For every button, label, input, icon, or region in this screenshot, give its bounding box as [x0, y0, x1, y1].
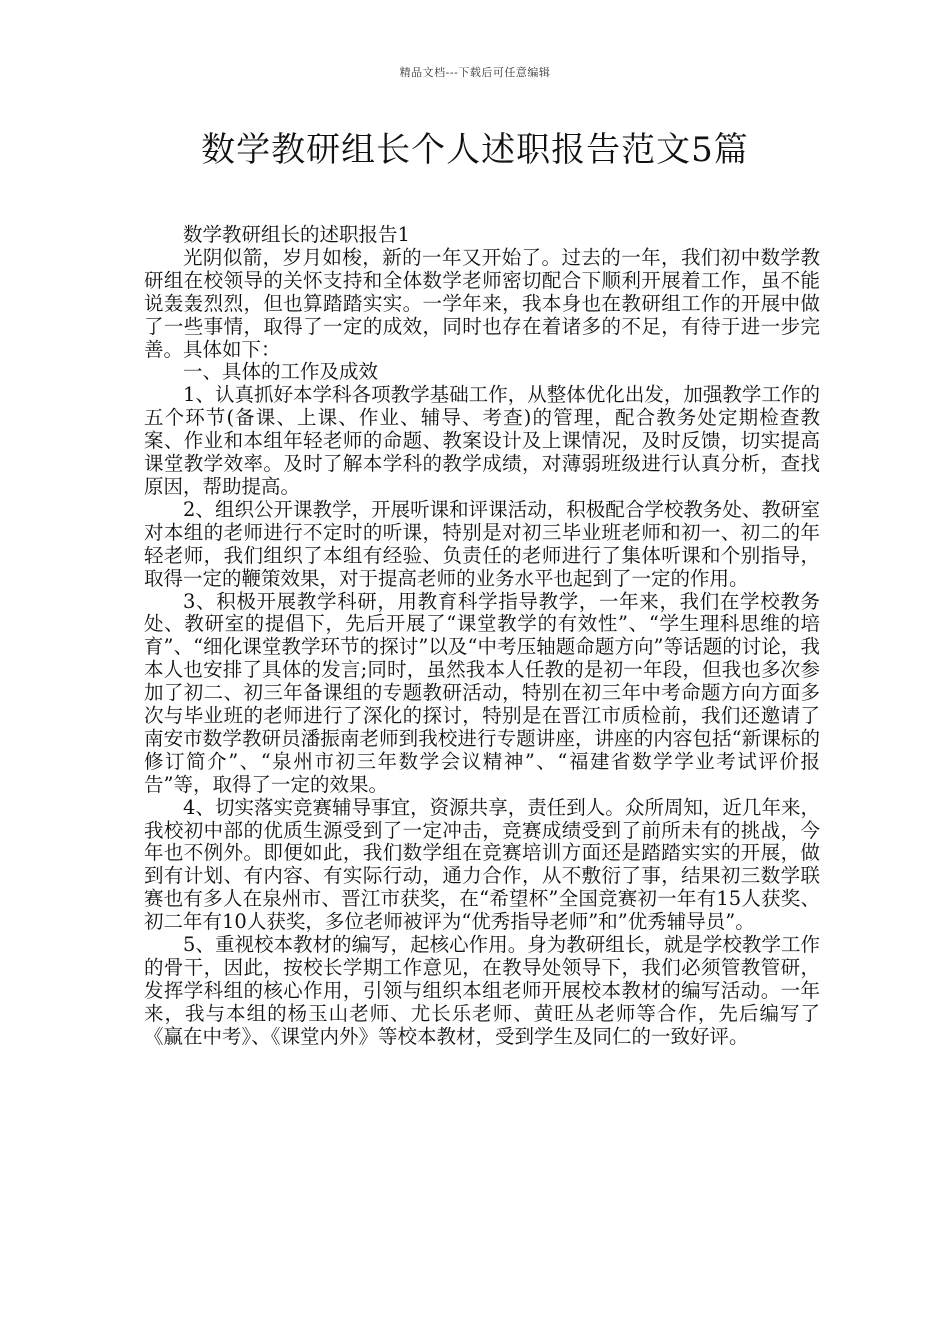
section-heading: 一、具体的工作及成效 [183, 360, 379, 384]
document-title: 数学教研组长个人述职报告范文5篇 [201, 130, 749, 170]
paragraph: 5、重视校本教材的编写，起核心作用。身为教研组长，就是学校教学工作的骨干，因此，按校长学期工作意见，在教导处领导下，我们必须管教管研，发挥学科组的核心作用，引领与组织本组老师开展校本教材的编写活动。一年来，我与本组的杨玉山老师、尤长乐老师、黄旺丛老师等合作，先后编写了《赢在中考》、《课堂内外》等校本教材，受到学生及同仁的一致好评。 [144, 933, 820, 1048]
paragraph: 光阴似箭，岁月如梭，新的一年又开始了。过去的一年，我们初中数学教研组在校领导的关怀支持和全体数学老师密切配合下顺利开展着工作，虽不能说轰轰烈烈，但也算踏踏实实。一学年来，我本身也在教研组工作的开展中做了一些事情，取得了一定的成效，同时也存在着诸多的不足，有待于进一步完善。具体如下： [144, 245, 820, 361]
header-note: 精品文档---下载后可任意编辑 [399, 66, 551, 79]
paragraph: 4、切实落实竞赛辅导事宜，资源共享，责任到人。众所周知，近几年来，我校初中部的优质生源受到了一定冲击，竞赛成绩受到了前所未有的挑战，今年也不例外。即便如此，我们数学组在竞赛培训方面还是踏踏实实的开展，做到有计划、有内容、有实际行动，通力合作，从不敷衍了事，结果初三数学联赛也有多人在泉州市、晋江市获奖，在“希望杯”全国竞赛初一年有15人获奖、初二年有10人获奖，多位老师被评为“优秀指导老师”和”优秀辅导员”。 [144, 795, 820, 934]
paragraph: 3、积极开展教学科研，用教育科学指导教学，一年来，我们在学校教务处、教研室的提倡下，先后开展了“课堂教学的有效性”、“学生理科思维的培育”、“细化课堂教学环节的探讨”以及“中考压轴题命题方向”等话题的讨论，我本人也安排了具体的发言;同时，虽然我本人任教的是初一年段，但我也多次参加了初二、初三年备课组的专题教研活动，特别在初三年中考命题方向方面多次与毕业班的老师进行了深化的探讨，特别是在晋江市质检前，我们还邀请了南安市数学教研员潘振南老师到我校进行专题讲座，讲座的内容包括“新课标的修订简介”、“泉州市初三年数学会议精神”、“福建省数学学业考试评价报告”等，取得了一定的效果。 [144, 589, 820, 796]
document-body [144, 224, 820, 1049]
paragraph: 1、认真抓好本学科各项教学基础工作，从整体优化出发，加强教学工作的五个环节(备课、上课、作业、辅导、考查)的管理，配合教务处定期检查教案、作业和本组年轻老师的命题、教案设计及上课情况，及时反馈，切实提高课堂教学效率。及时了解本学科的教学成绩，对薄弱班级进行认真分析，查找原因，帮助提高。 [144, 383, 820, 498]
section-heading: 数学教研组长的述职报告1 [183, 223, 410, 246]
paragraph: 2、组织公开课教学，开展听课和评课活动，积极配合学校教务处、教研室对本组的老师进行不定时的听课，特别是对初三毕业班老师和初一、初二的年轻老师，我们组织了本组有经验、负责任的老师进行了集体听课和个别指导，取得一定的鞭策效果，对于提高老师的业务水平也起到了一定的作用。 [144, 497, 820, 590]
